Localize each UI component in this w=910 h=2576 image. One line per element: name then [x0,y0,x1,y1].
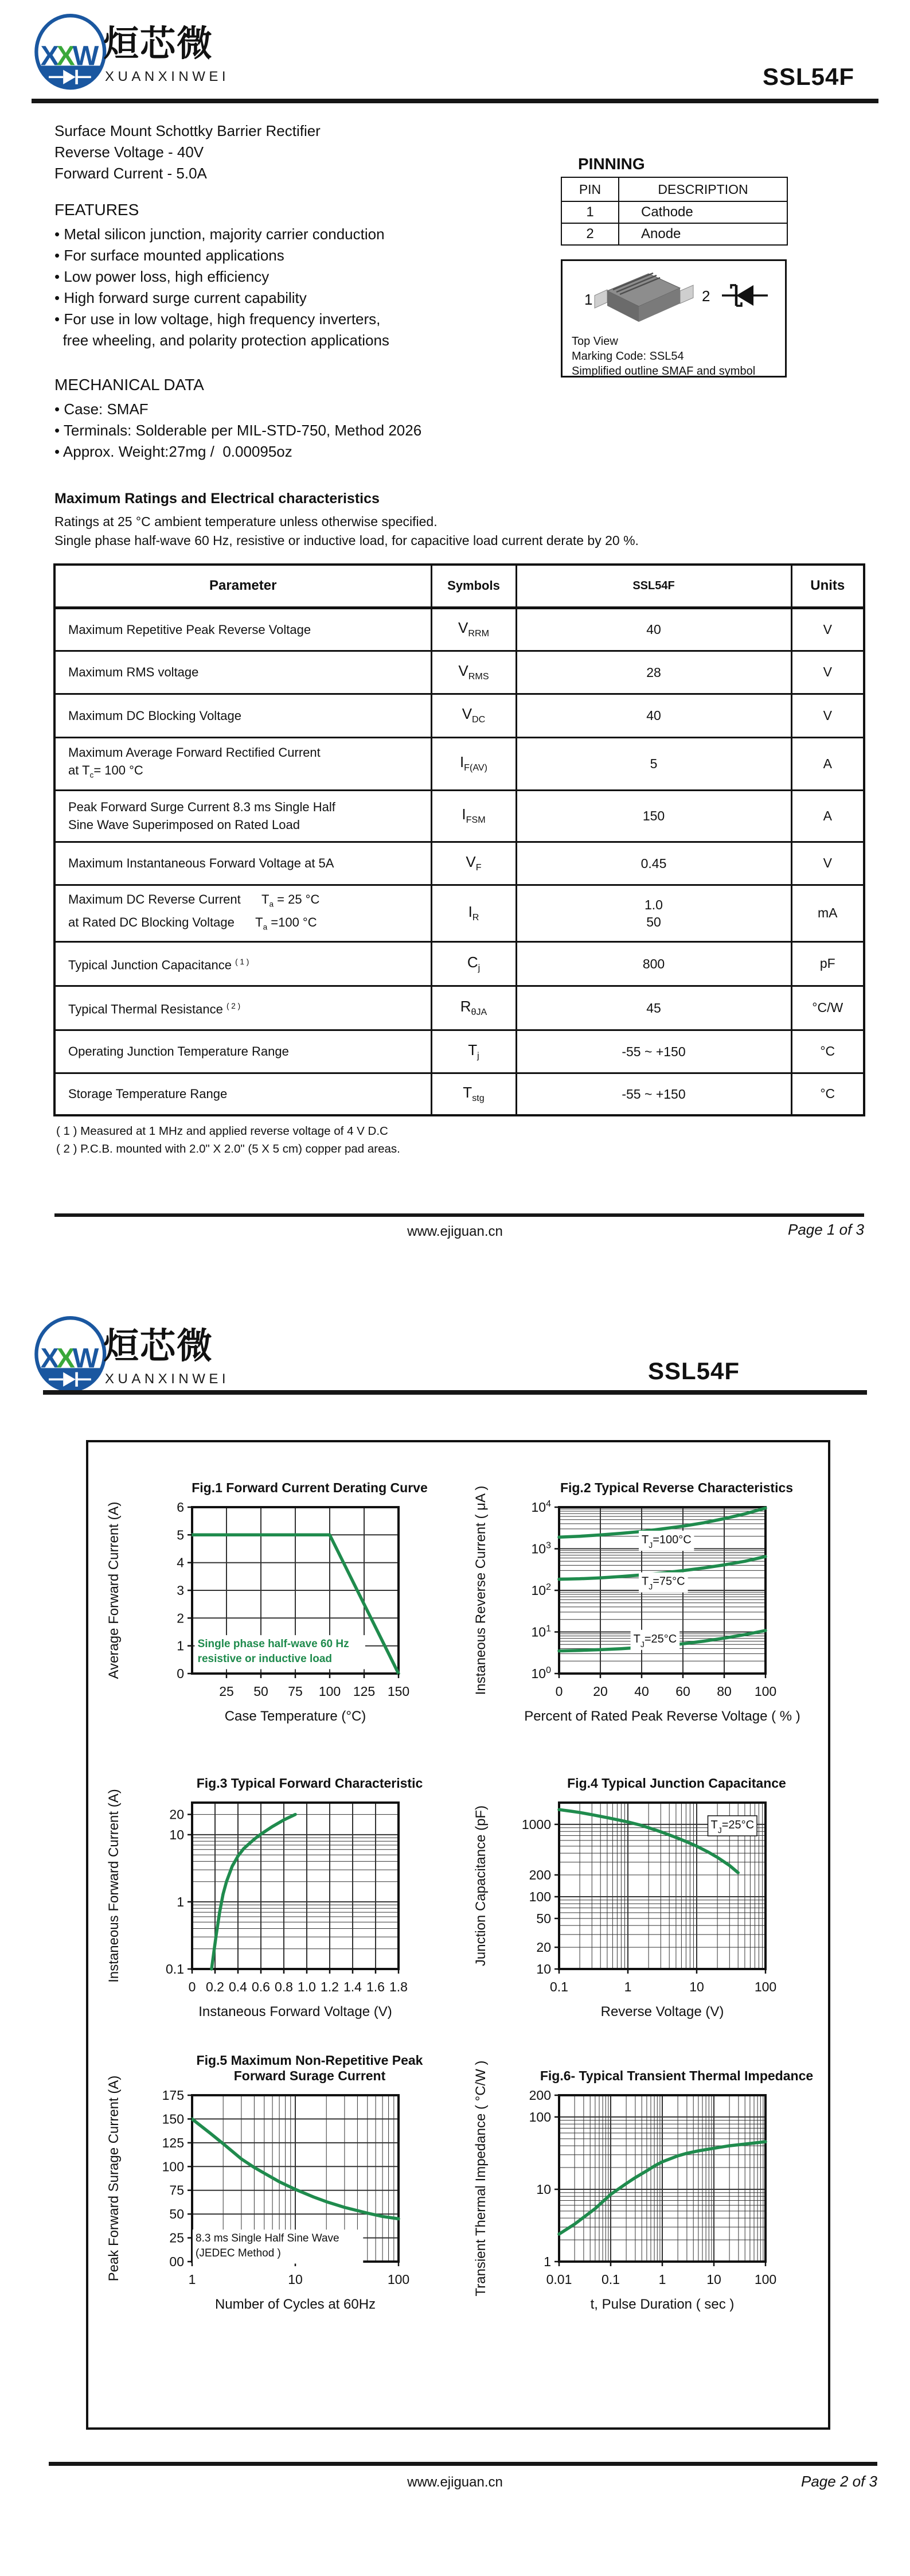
parameter-cell: Maximum Repetitive Peak Reverse Voltage [54,608,431,651]
svg-text:200: 200 [529,1867,551,1882]
table-row [54,1073,864,1115]
list-line: free wheeling, and polarity protection applications [54,332,389,349]
svg-text:0.1: 0.1 [602,2272,620,2287]
chart-fig2-reverse-characteristics [464,1459,826,1731]
table-header-row [54,565,864,608]
table-row [561,201,787,223]
svg-text:20: 20 [169,1807,184,1822]
table-row [54,885,864,941]
chart-fig3-forward-characteristic [97,1754,459,2026]
svg-text:Instaneous Forward Voltage (V): Instaneous Forward Voltage (V) [198,2004,392,2019]
chart-title: Fig.4 Typical Junction Capacitance [567,1776,786,1791]
symbol-cell: $I_R$ [431,885,516,941]
parameter-cell: Typical Junction Capacitance $^{( 1 )}$ [54,941,431,986]
package-caption-line: Marking Code: SSL54 [572,350,684,363]
schottky-diode-symbol-icon [722,285,768,306]
package-pin1-label: 1 [584,291,593,308]
svg-text:Transient Thermal Impedance (: Transient Thermal Impedance ( °C/W ) [473,2060,489,2297]
subtitle-line: Reverse Voltage - 40V [54,143,204,161]
package-outline-box [561,259,787,378]
svg-text:125: 125 [162,2135,184,2150]
parameter-cell: Operating Junction Temperature Range [54,1030,431,1073]
svg-text:50: 50 [253,1684,268,1699]
svg-text:20: 20 [536,1940,551,1955]
parameter-cell: Maximum RMS voltage [54,651,431,694]
svg-text:175: 175 [162,2088,184,2103]
svg-text:TJ=75°C: $T_J=75^\circ C$ [642,1575,685,1591]
svg-text:2: 2 [177,1610,184,1626]
footer-page-number: Page 2 of 3 [801,2473,877,2490]
column-header: DESCRIPTION [619,177,787,201]
footer-page-number: Page 1 of 3 [788,1221,864,1238]
list-line: • Case: SMAF [54,400,149,418]
symbol-cell: $V_{DC}$ [431,694,516,737]
chart-fig1-forward-current-derating [97,1459,459,1731]
value-cell: 5 [516,737,791,790]
svg-text:50: 50 [536,1910,551,1926]
svg-text:Peak Forward Surage Current (A: Peak Forward Surage Current (A) [106,2075,122,2282]
svg-text:40: 40 [634,1684,649,1699]
svg-text:20: 20 [593,1684,608,1699]
svg-text:0.6: 0.6 [252,1979,270,1994]
subtitle-line: Forward Current - 5.0A [54,165,207,182]
svg-text:3: 3 [177,1583,184,1598]
parameter-cell: Maximum DC Blocking Voltage [54,694,431,737]
svg-text:1: 1 [544,2254,551,2269]
unit-cell: A [791,790,864,842]
svg-text:1.0: 1.0 [298,1979,316,1994]
value-cell: 0.45 [516,842,791,885]
unit-cell: pF [791,941,864,986]
svg-text:4: 4 [177,1555,184,1570]
unit-cell: °C [791,1073,864,1115]
svg-text:1.8: 1.8 [389,1979,408,1994]
svg-text:100: 100 [387,2272,410,2287]
svg-text:103: $10^3$ [531,1540,551,1557]
mechanical-list [54,399,421,462]
svg-text:1: 1 [188,2272,196,2287]
value-cell: 40 [516,694,791,737]
package-caption-line: Simplified outline SMAF and symbol [572,365,756,378]
svg-text:100: 100 [754,2272,777,2287]
svg-text:60: 60 [675,1684,690,1699]
svg-text:8.3 ms Single Half Sine Wave: 8.3 ms Single Half Sine Wave [196,2232,339,2245]
ratings-intro [54,512,639,550]
parameter-cell: Maximum Instantaneous Forward Voltage at 5A [54,842,431,885]
pin-number: 2 [561,223,619,245]
svg-text:1: 1 [624,1979,632,1994]
logo-letters: XXW [40,40,96,72]
svg-text:0: 0 [555,1684,563,1699]
svg-text:5: 5 [177,1527,184,1543]
footer-rule [54,1213,864,1217]
svg-text:0.8: 0.8 [275,1979,293,1994]
svg-text:50: 50 [169,2207,184,2222]
svg-text:10: 10 [706,2272,721,2287]
chart-canvas [97,1496,459,1731]
symbol-cell: $C_j$ [431,941,516,986]
svg-text:Single phase half-wave 60 Hz: Single phase half-wave 60 Hz [197,1638,349,1651]
list-line: ( 1 ) Measured at 1 MHz and applied reverse voltage of 4 V D.C [56,1124,388,1138]
svg-text:25: 25 [219,1684,234,1699]
package-caption [563,334,785,379]
pin-number: 1 [561,201,619,223]
svg-text:75: 75 [288,1684,303,1699]
parameter-cell: Maximum Average Forward Rectified Current at $T_c= 100$ °C [54,737,431,790]
svg-text:Case Temperature (°C): Case Temperature (°C) [224,1709,366,1724]
value-cell: 40 [516,608,791,651]
parameter-cell: Peak Forward Surge Current 8.3 ms Single Half Sine Wave Superimposed on Rated Load [54,790,431,842]
svg-text:100: 100 [754,1684,777,1699]
svg-text:0: 0 [188,1979,196,1994]
package-drawing [563,261,785,331]
value-cell: 800 [516,941,791,986]
chart-title: Fig.3 Typical Forward Characteristic [196,1776,423,1791]
list-line: • For use in low voltage, high frequency inverters, [54,310,381,328]
smd-package-icon [595,273,693,322]
svg-text:0.1: 0.1 [550,1979,568,1994]
header-rule [32,99,878,103]
parameter-cell: Typical Thermal Resistance $^{( 2 )}$ [54,986,431,1030]
svg-text:104: $10^4$ [531,1499,551,1515]
svg-text:Percent of Rated Peak Reverse: Percent of Rated Peak Reverse Voltage ( % ) [524,1709,800,1724]
svg-text:0: 0 [177,1666,184,1681]
unit-cell: V [791,694,864,737]
package-pin2-label: 2 [702,287,710,305]
datasheet-page-2 [0,1302,910,2576]
list-line: • Low power loss, high efficiency [54,268,270,285]
ratings-table [53,563,865,1116]
symbol-cell: $T_j$ [431,1030,516,1073]
brand-name-en: XUANXINWEI [105,69,230,84]
table-row [54,986,864,1030]
footer-website: www.ejiguan.cn [407,1224,503,1239]
pinning-table [561,177,788,246]
svg-text:100: $10^0$ [531,1666,551,1681]
value-cell: -55 ~ +150 [516,1030,791,1073]
svg-text:0.2: 0.2 [206,1979,224,1994]
chart-fig6-transient-thermal-impedance [464,2047,826,2319]
svg-text:100: 100 [529,1889,551,1904]
table-row [54,651,864,694]
svg-text:1: 1 [177,1638,184,1653]
list-line: ( 2 ) P.C.B. mounted with 2.0" X 2.0" (5 X 5 cm) copper pad areas. [56,1142,400,1155]
chart-canvas [97,2075,459,2319]
table-row [54,1030,864,1073]
svg-text:80: 80 [717,1684,732,1699]
table-row [54,737,864,790]
mechanical-heading: MECHANICAL DATA [54,376,204,394]
parameter-cell: Maximum DC Reverse Current $T_a = 25$ °C at Rated DC Blocking Voltage $T_a =100$ °C [54,885,431,941]
value-cell: -55 ~ +150 [516,1073,791,1115]
symbol-cell: $V_{RRM}$ [431,608,516,651]
header-rule [43,1390,867,1395]
parameter-cell: Storage Temperature Range [54,1073,431,1115]
svg-text:10: 10 [536,1962,551,1976]
svg-text:10: 10 [536,2182,551,2197]
features-list [54,224,389,351]
brand-name-cn: 烜芯微 [103,24,214,64]
package-caption-line: Top View [572,335,618,348]
svg-text:100: 100 [754,1979,777,1994]
list-line: • High forward surge current capability [54,289,307,306]
unit-cell: °C [791,1030,864,1073]
svg-text:100: 100 [318,1684,341,1699]
svg-text:resistive or inductive load: resistive or inductive load [197,1652,333,1665]
svg-text:1.2: 1.2 [321,1979,339,1994]
svg-text:125: 125 [353,1684,376,1699]
footnotes [56,1122,400,1158]
chart-title: Fig.5 Maximum Non-Repetitive Peak Forward Surage Current [196,2053,423,2083]
unit-cell: V [791,651,864,694]
unit-cell: V [791,842,864,885]
svg-text:00: 00 [169,2254,184,2269]
table-row [54,941,864,986]
svg-text:10: 10 [288,2272,303,2287]
chart-title: Fig.1 Forward Current Derating Curve [192,1480,428,1495]
svg-text:10: 10 [169,1827,184,1842]
list-line: • Metal silicon junction, majority carrier conduction [54,225,385,243]
symbol-cell: $I_{F(AV)}$ [431,737,516,790]
svg-text:10: 10 [689,1979,704,1994]
ratings-intro-line: Ratings at 25 °C ambient temperature unless otherwise specified. [54,514,438,529]
svg-text:1.6: 1.6 [366,1979,385,1994]
svg-text:1: 1 [177,1894,184,1909]
svg-text:101: $10^1$ [531,1624,551,1640]
brand-logo [33,13,111,93]
svg-text:Instaneous Forward Current (A: Instaneous Forward Current (A) [106,1789,122,1983]
svg-text:102: $10^2$ [531,1582,551,1598]
svg-text:Average Forward Current (A): Average Forward Current (A) [106,1501,122,1679]
footer-rule [49,2462,877,2466]
svg-text:Number of Cycles at 60Hz: Number of Cycles at 60Hz [214,2297,376,2312]
value-cell: 28 [516,651,791,694]
footer-website: www.ejiguan.cn [407,2474,503,2490]
svg-text:TJ=100°C: $T_J=100^\circ C$ [642,1534,692,1550]
features-heading: FEATURES [54,201,139,219]
svg-text:Reverse Voltage (V): Reverse Voltage (V) [600,2004,724,2019]
svg-text:150: 150 [387,1684,410,1699]
svg-text:0.1: 0.1 [166,1962,184,1976]
ratings-title: Maximum Ratings and Electrical characteristics [54,491,380,507]
svg-text:100: 100 [529,2109,551,2124]
pin-description: Anode [619,223,787,245]
chart-canvas [464,1791,826,2026]
ratings-intro-line: Single phase half-wave 60 Hz, resistive or inductive load, for capacitive load current derate by 20 %. [54,533,639,548]
column-header: PIN [561,177,619,201]
svg-text:1.4: 1.4 [343,1979,362,1994]
symbol-cell: $V_{RMS}$ [431,651,516,694]
svg-text:TJ=25°C: $T_J=25^\circ C$ [633,1632,677,1649]
pin-description: Cathode [619,201,787,223]
svg-text:t, Pulse Duration ( sec ): t, Pulse Duration ( sec ) [590,2297,735,2312]
list-line: • Approx. Weight:27mg / 0.00095oz [54,443,292,460]
page-title-part-number: SSL54F [647,1357,740,1384]
subtitle-line: Surface Mount Schottky Barrier Rectifier [54,122,321,139]
value-cell: 1.0 50 [516,885,791,941]
svg-text:TJ=25°C: $T_J=25^\circ C$ [710,1818,755,1835]
symbol-cell: $T_{stg}$ [431,1073,516,1115]
value-cell: 150 [516,790,791,842]
svg-text:(JEDEC Method ): (JEDEC Method ) [196,2247,281,2259]
brand-name-en: XUANXINWEI [105,1371,230,1387]
svg-text:0.4: 0.4 [229,1979,247,1994]
svg-text:100: 100 [162,2159,184,2174]
symbol-cell: $V_F$ [431,842,516,885]
chart-fig5-peak-forward-surge [97,2047,459,2319]
table-row [561,223,787,245]
unit-cell: mA [791,885,864,941]
chart-title: Fig.2 Typical Reverse Characteristics [560,1480,794,1495]
chart-title: Fig.6- Typical Transient Thermal Impedance [540,2068,814,2083]
svg-text:1: 1 [658,2272,666,2287]
svg-text:Junction Capacitance (pF): Junction Capacitance (pF) [473,1805,489,1967]
svg-text:6: 6 [177,1500,184,1515]
svg-text:1000: 1000 [521,1816,551,1832]
svg-text:200: 200 [529,2088,551,2103]
list-line: • Terminals: Solderable per MIL-STD-750, Method 2026 [54,422,422,439]
symbol-cell: $R_{\theta JA}$ [431,986,516,1030]
value-cell: 45 [516,986,791,1030]
symbol-cell: $I_{FSM}$ [431,790,516,842]
column-header: Units [791,565,864,608]
brand-logo [33,1315,111,1395]
list-line: • For surface mounted applications [54,247,284,264]
table-header-row [561,177,787,201]
table-row [54,694,864,737]
subtitle-block [54,120,321,184]
svg-text:25: 25 [169,2230,184,2246]
svg-text:Instaneous Reverse Current ( μ: Instaneous Reverse Current ( μA ) [473,1485,489,1695]
unit-cell: V [791,608,864,651]
svg-text:75: 75 [169,2182,184,2198]
svg-text:150: 150 [162,2111,184,2127]
chart-canvas [97,1791,459,2026]
brand-name-cn: 烜芯微 [103,1326,214,1366]
chart-fig4-junction-capacitance [464,1754,826,2026]
column-header: Parameter [54,565,431,608]
page-title-part-number: SSL54F [762,63,854,90]
table-row [54,608,864,651]
unit-cell: A [791,737,864,790]
pinning-heading: PINNING [578,155,645,173]
svg-text:0.01: 0.01 [546,2272,572,2287]
logo-letters: XXW [40,1343,96,1374]
column-header: SSL54F [516,565,791,608]
table-row [54,790,864,842]
column-header: Symbols [431,565,516,608]
unit-cell: °C/W [791,986,864,1030]
table-row [54,842,864,885]
